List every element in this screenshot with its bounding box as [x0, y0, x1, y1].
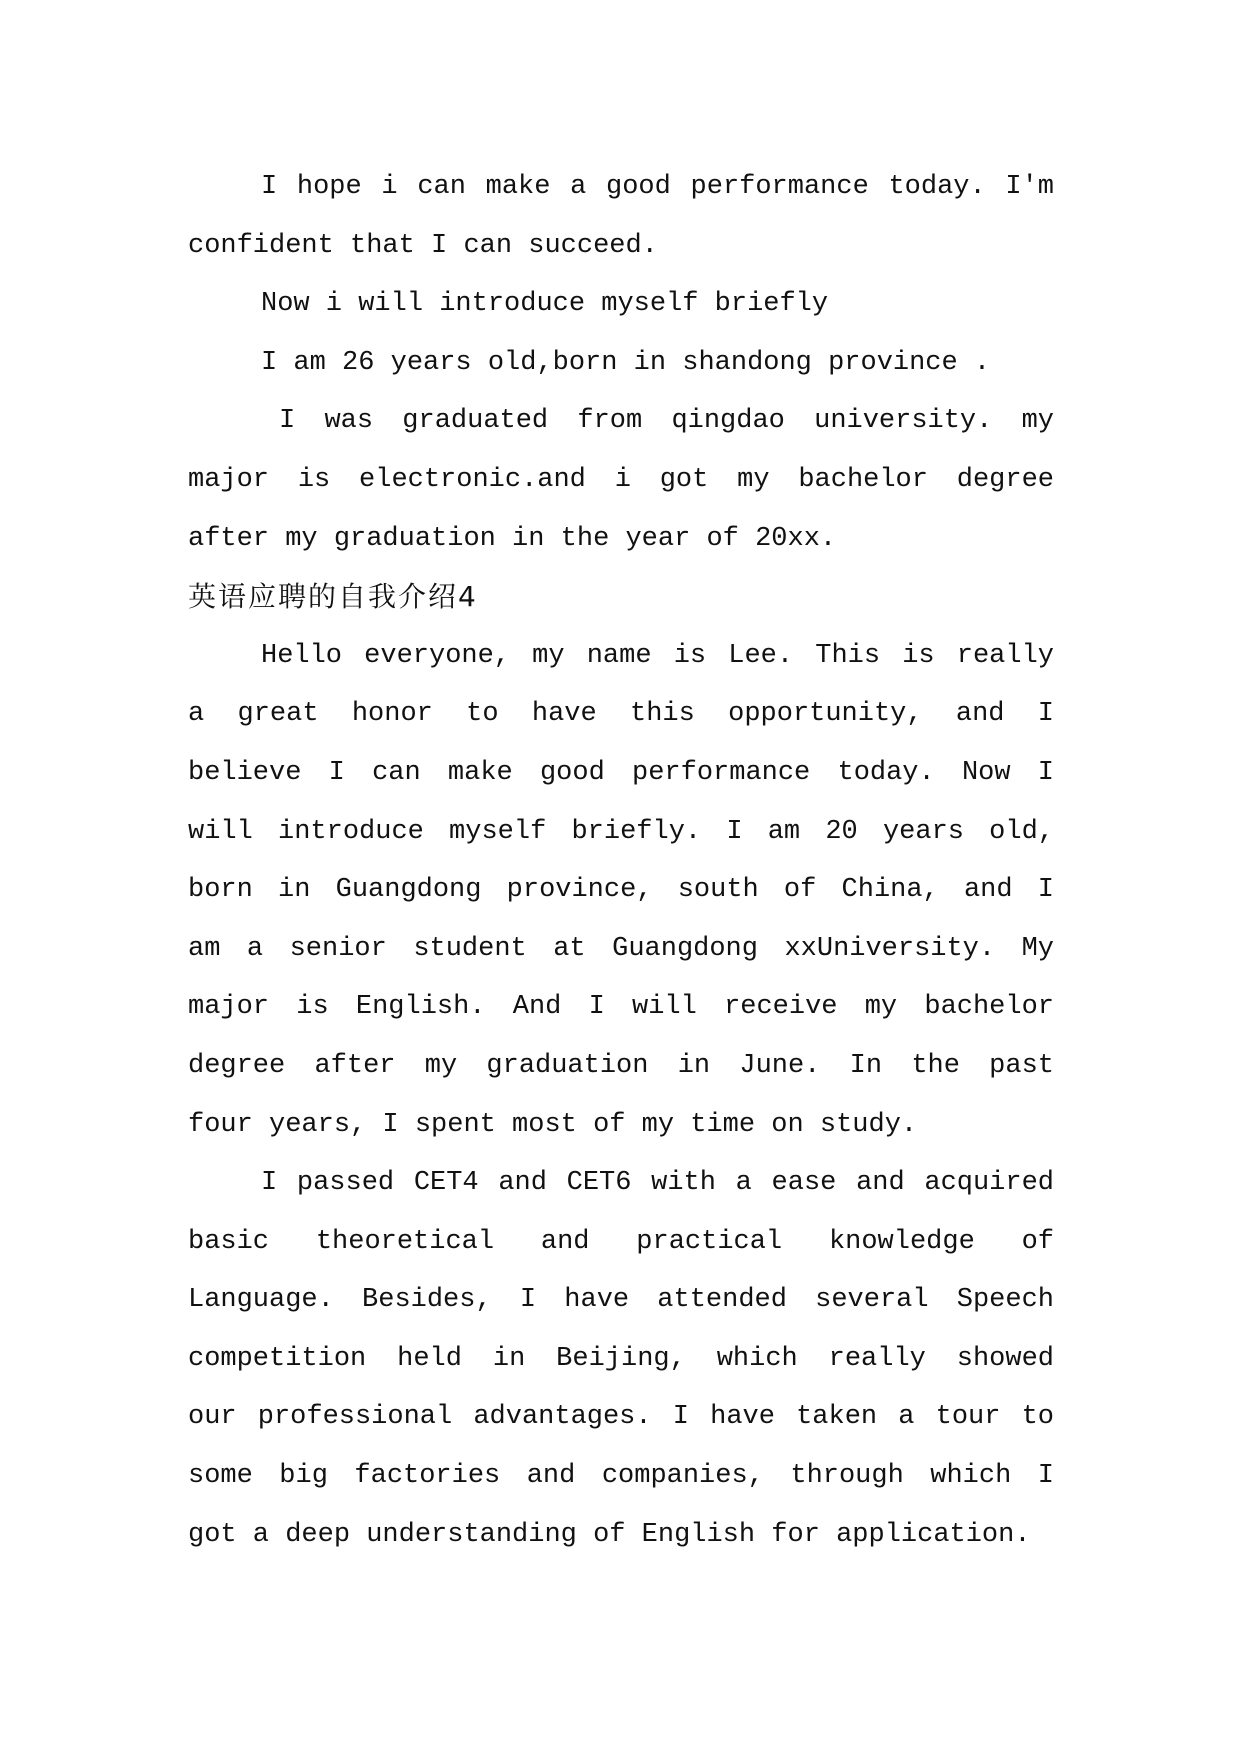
text-line: basic theoretical and practical knowledge of	[188, 1226, 1054, 1257]
text-line: major is electronic.and i got my bachelor degree	[188, 464, 1054, 495]
text-line: major is English. And I will receive my bachelor	[188, 992, 1054, 1023]
text-line: confident that I can succeed.	[188, 230, 658, 261]
text-line: some big factories and companies, through which I	[188, 1461, 1054, 1492]
text-line: am a senior student at Guangdong xxUniversity. My	[188, 933, 1054, 964]
text-line: born in Guangdong province, south of China, and I	[188, 875, 1054, 906]
text-line: I hope i can make a good performance today. I'm	[261, 172, 1054, 202]
section-heading: 英语应聘的自我介绍4	[188, 580, 478, 614]
text-line: our professional advantages. I have taken a tour to	[188, 1402, 1054, 1433]
text-line: will introduce myself briefly. I am 20 years old,	[188, 816, 1054, 847]
text-line: degree after my graduation in June. In the past	[188, 1050, 1054, 1081]
text-line: a great honor to have this opportunity, and I	[188, 699, 1054, 730]
text-line: I am 26 years old,born in shandong province .	[261, 347, 991, 378]
text-line: I was graduated from qingdao university. my	[279, 406, 1054, 437]
text-line: Hello everyone, my name is Lee. This is really	[261, 640, 1054, 671]
text-line: four years, I spent most of my time on study.	[188, 1109, 918, 1140]
text-line: Now i will introduce myself briefly	[261, 289, 829, 320]
text-line: I passed CET4 and CET6 with a ease and acquired	[261, 1168, 1054, 1199]
text-line: got a deep understanding of English for application.	[188, 1519, 1031, 1550]
text-line: competition held in Beijing, which really showed	[188, 1343, 1054, 1374]
document-page	[188, 158, 1054, 1564]
text-line: believe I can make good performance today. Now I	[188, 757, 1054, 788]
text-line: after my graduation in the year of 20xx.	[188, 523, 837, 554]
text-line: Language. Besides, I have attended several Speech	[188, 1285, 1054, 1316]
